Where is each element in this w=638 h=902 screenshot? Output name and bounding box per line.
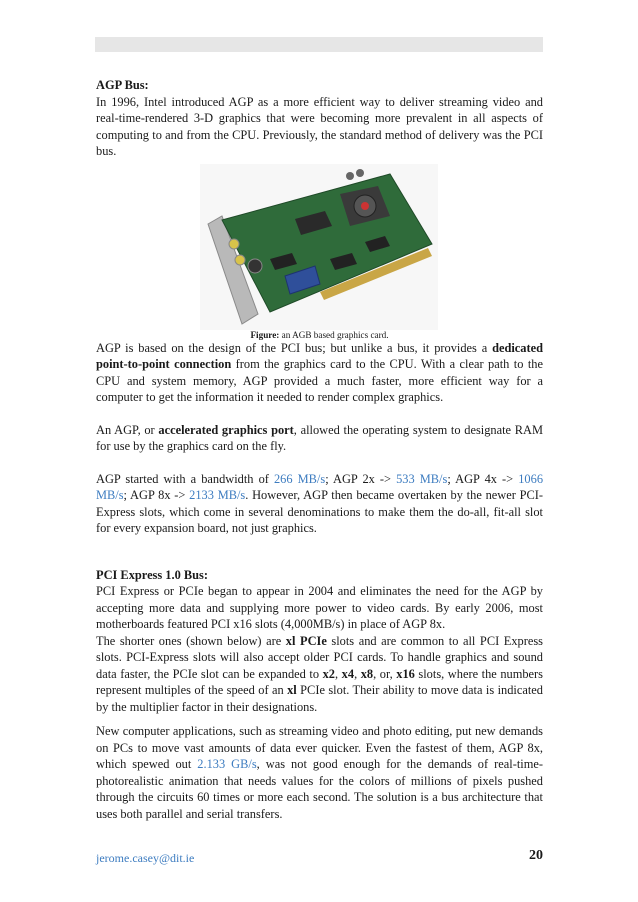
agp-intro: In 1996, Intel introduced AGP as a more efficient way to deliver streaming video and real-time-rendered 3-D graphics that were becoming more prevalent in all aspects of computing to and from the CPU. Previously, the standard method of delivery was the PCI bus. <box>96 94 543 158</box>
text-run: slots, where the numbers represent multiples of the speed of an <box>96 666 543 697</box>
text-run: , allowed the operating system to designate RAM for use by the graphics card on the fly. <box>96 422 543 453</box>
pcie-intro: PCI Express or PCIe began to appear in 2004 and eliminates the need for the AGP by accepting more data and supplying more power to video cards. By early 2006, most motherboards featured PCI x16 slots (4,000MB/s) in place of AGP 8x. <box>96 584 543 631</box>
emphasis: x2 <box>322 666 335 681</box>
spacer <box>96 455 543 471</box>
text-run: ; AGP 8x -> <box>123 488 190 502</box>
spacer <box>96 406 543 422</box>
bandwidth-value: 2133 MB/s <box>189 488 246 502</box>
agp-paragraph-bandwidth <box>96 471 543 537</box>
emphasis: dedicated point-to-point connection <box>96 340 543 371</box>
text-run: , <box>335 666 342 681</box>
text-run: . However, AGP then became overtaken by the newer PCI-Express slots, which come in several denominations to make them the do-all, fit-all slot for every expansion board, not just graphics. <box>96 488 543 535</box>
text-run: from the graphics card to the CPU. With a clear path to the CPU and system memory, AGP provided a much faster, more efficient way for a computer to get the information it needed to render complex graphics. <box>96 357 543 404</box>
caption-label: Figure: <box>250 329 280 340</box>
footer-email[interactable]: jerome.casey@dit.ie <box>96 851 195 865</box>
emphasis: x8 <box>360 666 374 681</box>
pcie-heading: PCI Express 1.0 Bus: <box>96 567 208 582</box>
emphasis: x4 <box>341 666 355 681</box>
caption-text: an AGB based graphics card. <box>279 329 389 340</box>
text-run: AGP is based on the design of the PCI bus; but unlike a bus, it provides a <box>96 340 493 355</box>
page-body <box>96 77 543 822</box>
text-run: An AGP, or <box>96 422 159 437</box>
pcie-paragraph-slots <box>96 633 543 716</box>
figure <box>96 164 543 340</box>
agp-paragraph-design <box>96 340 543 406</box>
text-run: , was not good enough for the demands of real-time-photorealistic animation that needs values for the colors of millions of pixels pushed through the circuits 60 times or more each second. The solution is a bus architecture that uses both parallel and serial transfers. <box>96 757 543 821</box>
bandwidth-value: 2.133 GB/s <box>197 757 257 771</box>
agp-heading: AGP Bus: <box>96 78 149 92</box>
agp-card-image <box>200 164 438 330</box>
bandwidth-value: 266 MB/s <box>273 471 326 486</box>
emphasis: xl <box>287 683 297 697</box>
page-number: 20 <box>529 848 543 863</box>
text-run: slots and are common to all PCI Express slots. PCI-Express slots will also accept older PCI cards. To handle graphics and sound data faster, the PCIe slot can be expanded to <box>96 633 544 681</box>
bandwidth-value: 533 MB/s <box>396 471 448 486</box>
page-header-bar <box>95 37 543 52</box>
agp-paragraph-definition <box>96 422 543 455</box>
figure-caption <box>96 329 543 341</box>
emphasis: xl PCIe <box>285 633 327 648</box>
spacer <box>96 715 543 723</box>
text-run: PCIe slot. Their ability to move data is indicated by the multiplier factor in their designations. <box>96 683 543 714</box>
text-run: The shorter ones (shown below) are <box>96 633 286 648</box>
text-run: AGP started with a bandwidth of <box>96 471 274 486</box>
text-run: , <box>354 666 361 681</box>
text-run: ; AGP 2x -> <box>325 471 397 486</box>
emphasis: accelerated graphics port <box>158 422 294 437</box>
spacer <box>96 537 543 567</box>
text-run: , or, <box>373 666 397 681</box>
text-run: ; AGP 4x -> <box>447 471 519 486</box>
bandwidth-value: 1066 MB/s <box>96 471 544 502</box>
text-run: New computer applications, such as streaming video and photo editing, put new demands on PCs to move vast amounts of data ever quicker. Even the fastest of them, AGP 8x, which spewed out <box>96 724 543 771</box>
emphasis: x16 <box>396 666 415 681</box>
pcie-paragraph-demands <box>96 723 543 822</box>
